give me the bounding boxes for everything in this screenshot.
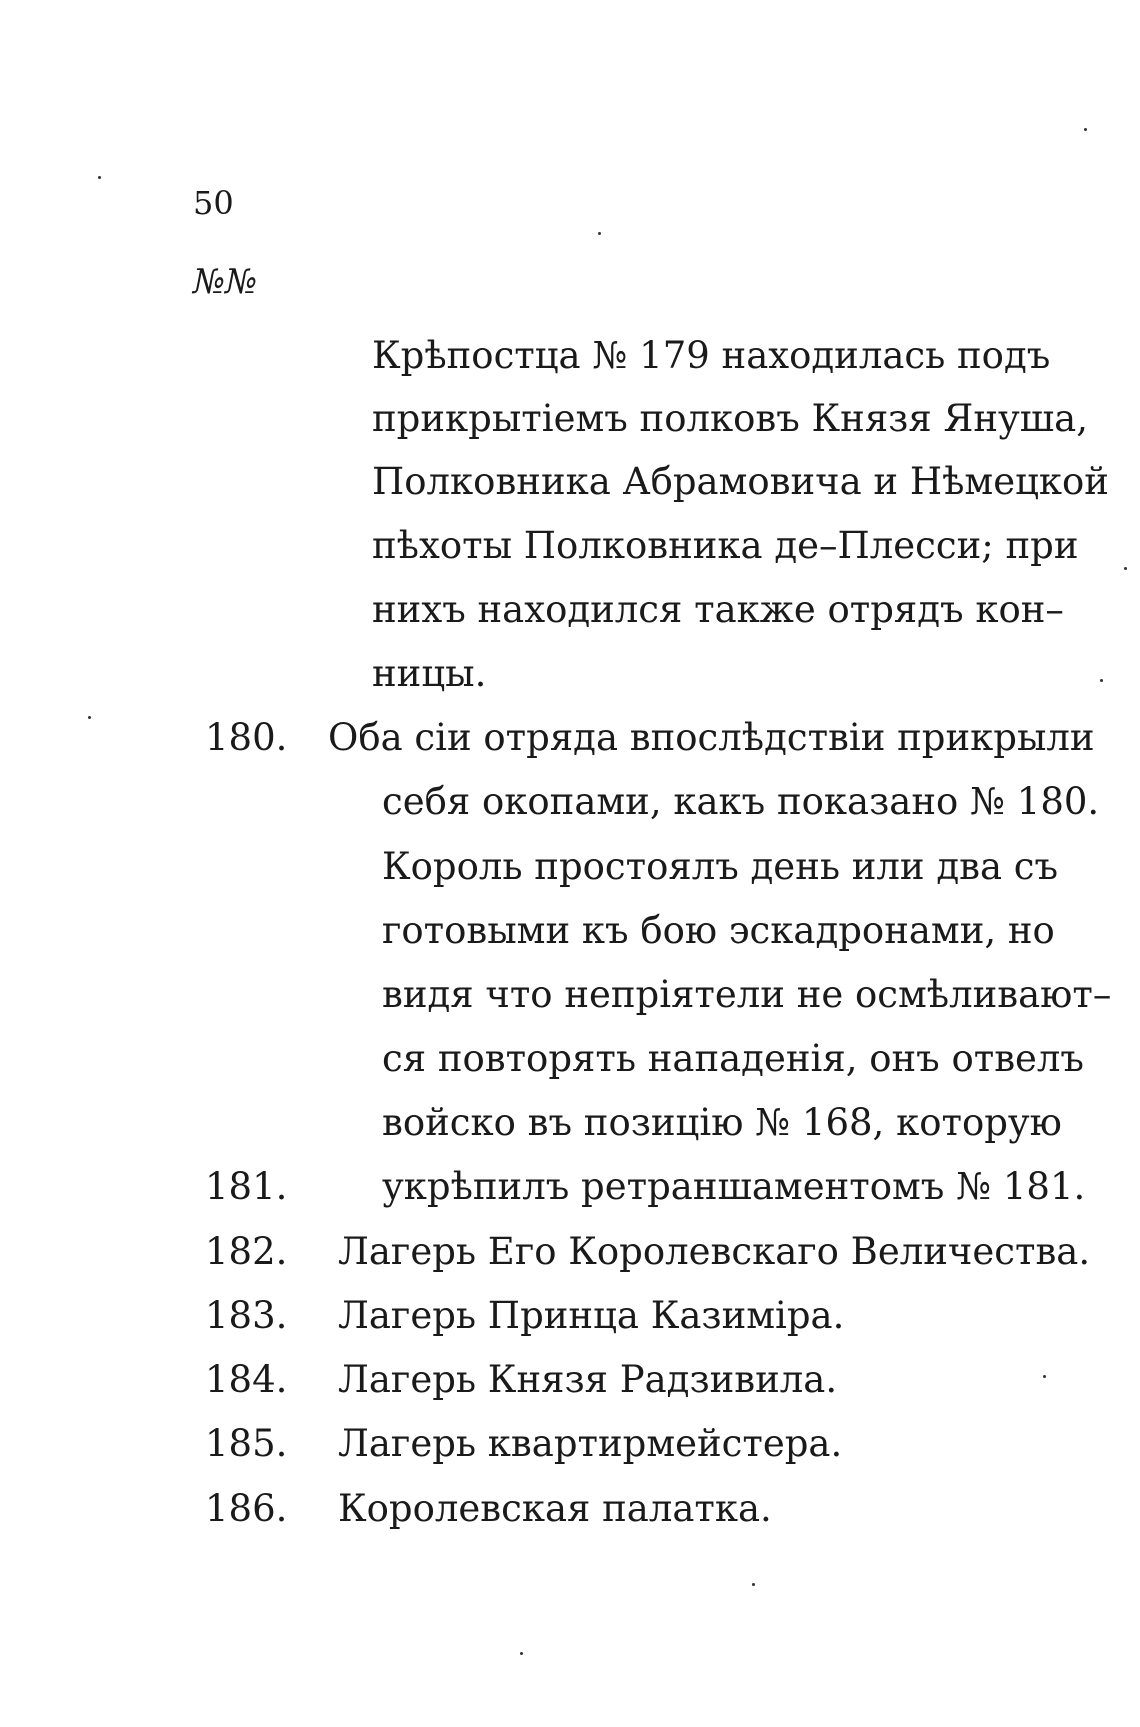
text-line: прикрытіемъ полковъ Князя Януша,	[372, 397, 1088, 440]
text-line: ницы.	[372, 652, 487, 695]
entry-text: Лагерь квартирмейстера.	[338, 1422, 843, 1465]
text-line: Полковника Абрамовича и Нѣмецкой	[372, 460, 1109, 503]
entry-number: 181.	[205, 1165, 288, 1208]
entry-number: 186.	[205, 1487, 288, 1530]
text-line: укрѣпилъ ретраншаментомъ № 181.	[382, 1165, 1086, 1208]
entry-number: 183.	[205, 1294, 288, 1337]
scan-speck	[1084, 128, 1087, 131]
entry-number: 182.	[205, 1230, 288, 1273]
text-line: войско въ позицію № 168, которую	[382, 1101, 1062, 1144]
text-line: себя окопами, какъ показано № 180.	[382, 780, 1100, 823]
scan-speck	[520, 1652, 523, 1655]
scan-speck	[598, 232, 601, 235]
numero-header: №№	[193, 262, 258, 302]
text-line: готовыми къ бою эскадронами, но	[382, 909, 1055, 952]
entry-text: Королевская палатка.	[338, 1487, 772, 1530]
entry-number: 184.	[205, 1358, 288, 1401]
scan-speck	[1043, 1375, 1046, 1378]
scan-speck	[1124, 567, 1127, 570]
text-line: ся повторять нападенія, онъ отвелъ	[382, 1037, 1084, 1080]
text-line: Крѣпостца № 179 находилась подъ	[372, 334, 1051, 377]
text-line: Король простоялъ день или два съ	[382, 845, 1059, 888]
text-line: видя что непріятели не осмѣливают–	[382, 973, 1112, 1016]
text-line: Оба сіи отряда впослѣдствіи прикрыли	[328, 716, 1095, 759]
entry-text: Лагерь Князя Радзивила.	[338, 1358, 838, 1401]
entry-text: Лагерь Принца Казиміра.	[338, 1294, 845, 1337]
entry-text: Лагерь Его Королевскаго Величества.	[338, 1230, 1091, 1273]
scan-speck	[88, 716, 91, 719]
entry-number: 185.	[205, 1422, 288, 1465]
text-line: нихъ находился также отрядъ кон–	[372, 588, 1064, 631]
page-number: 50	[193, 184, 234, 222]
scan-speck	[98, 176, 101, 179]
text-line: пѣхоты Полковника де–Плесси; при	[372, 524, 1079, 567]
scan-speck	[752, 1583, 755, 1586]
entry-number: 180.	[205, 716, 288, 759]
scan-speck	[1100, 679, 1103, 682]
